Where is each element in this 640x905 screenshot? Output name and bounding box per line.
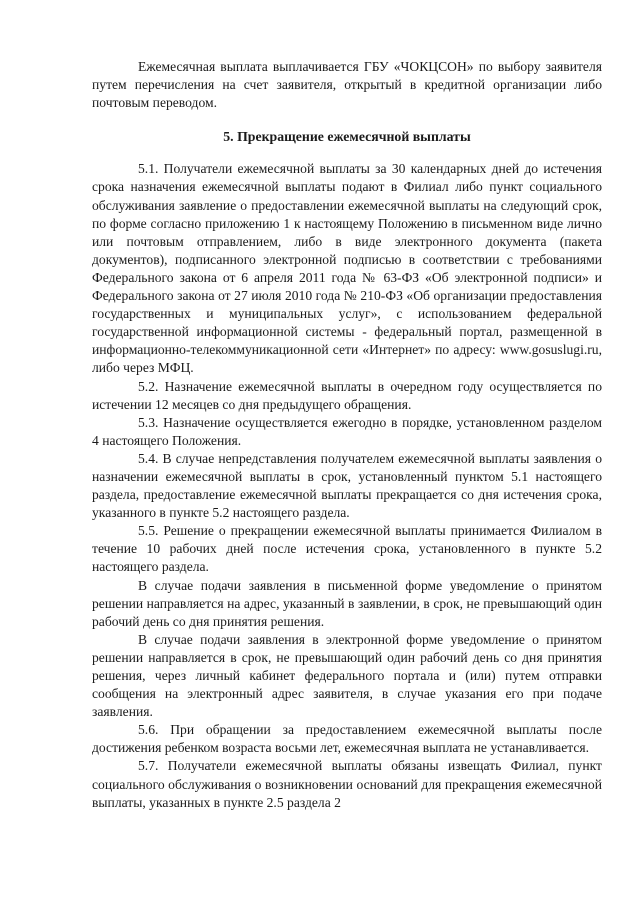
document-page bbox=[92, 58, 602, 812]
intro-paragraph: Ежемесячная выплата выплачивается ГБУ «ЧОКЦСОН» по выбору заявителя путем перечисления на счет заявителя, открытый в кредитной организации либо почтовым переводом. bbox=[92, 59, 602, 111]
paragraph-5-5: 5.5. Решение о прекращении ежемесячной выплаты принимается Филиалом в течение 10 рабочих дней после истечения срока, установленного в пункте 5.2 настоящего раздела. bbox=[92, 523, 602, 575]
paragraph-5-7: 5.7. Получатели ежемесячной выплаты обязаны извещать Филиал, пункт социального обслуживания о возникновении оснований для прекращения ежемесячной выплаты, указанных в пункте 2.5 раздела 2 bbox=[92, 758, 602, 810]
paragraph-5-3: 5.3. Назначение осуществляется ежегодно в порядке, установленном разделом 4 настоящего Положения. bbox=[92, 414, 602, 448]
section-heading: 5. Прекращение ежемесячной выплаты bbox=[223, 129, 471, 145]
paragraph-5-2: 5.2. Назначение ежемесячной выплаты в очередном году осуществляется по истечении 12 месяцев со дня предыдущего обращения. bbox=[92, 378, 602, 412]
paragraph-5-6: 5.6. При обращении за предоставлением ежемесячной выплаты после достижения ребенком возраста восьми лет, ежемесячная выплата не устанавливается. bbox=[92, 722, 602, 756]
paragraph-5-4: 5.4. В случае непредставления получателем ежемесячной выплаты заявления о назначении ежемесячной выплаты в срок, установленный пунктом 5.1 настоящего раздела, предоставление ежемесячной выплаты прекращается со дня истечения срока, указанного в пункте 5.2 настоящего раздела. bbox=[92, 450, 602, 521]
paragraph-5-1: 5.1. Получатели ежемесячной выплаты за 30 календарных дней до истечения срока назначения ежемесячной выплаты подают в Филиал либо пункт социального обслуживания заявление о предоставлении ежемесячной выплаты на следующий срок, по форме согласно приложению 1 к настоящему Положению в письменном виде лично или почтовым отправлением, либо в виде электронного документа (пакета документов), подписанного электронной подписью в соответствии с требованиями Федерального закона от 6 апреля 2011 года № 63-ФЗ «Об электронной подписи» и Федерального закона от 27 июля 2010 года № 210-ФЗ «Об организации предоставления государственных и муниципальных услуг», с использованием федеральной государственной информационной системы - федеральный портал, размещенной в информационно-телекоммуникационной сети «Интернет» по адресу: www.gosuslugi.ru, либо через МФЦ. bbox=[92, 161, 602, 376]
paragraph-written-notice: В случае подачи заявления в письменной форме уведомление о принятом решении направляется на адрес, указанный в заявлении, в срок, не превышающий один рабочий день со дня принятия решения. bbox=[92, 577, 602, 629]
paragraph-electronic-notice: В случае подачи заявления в электронной форме уведомление о принятом решении направляется в срок, не превышающий один рабочий день со дня принятия решения, через личный кабинет федерального портала и (или) путем отправки сообщения на электронный адрес заявителя, в случае указания его при подаче заявления. bbox=[92, 631, 602, 720]
